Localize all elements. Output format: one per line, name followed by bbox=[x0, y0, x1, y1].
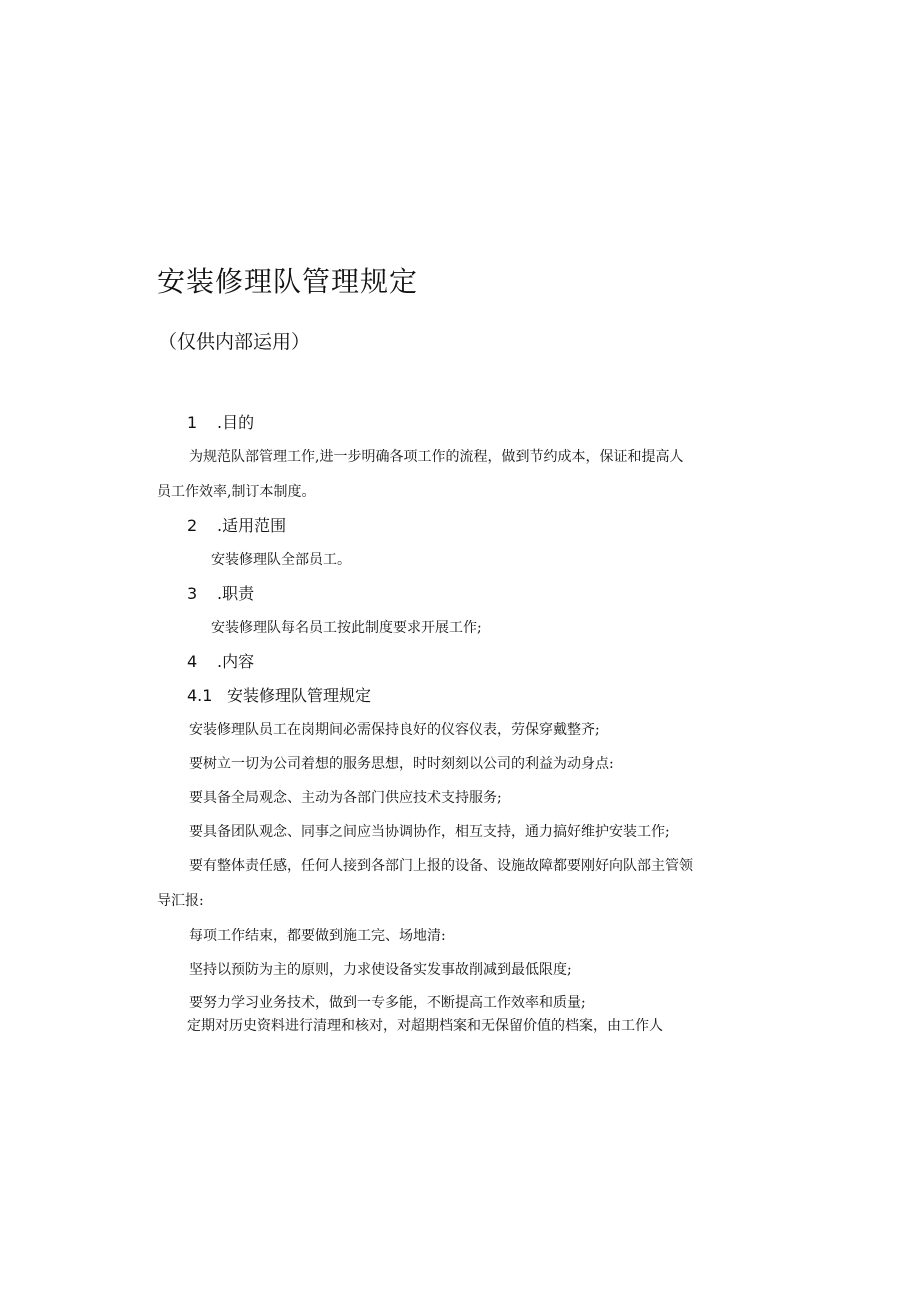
section-2-line-1: 安装修理队全部员工。 bbox=[211, 552, 351, 568]
section-number: 3 bbox=[187, 584, 198, 603]
rule-line-4: 要具备团队观念、同事之间应当协调协作，相互支持，通力搞好维护安装工作; bbox=[189, 824, 670, 840]
section-1-line-1: 为规范队部管理工作,进一步明确各项工作的流程，做到节约成本，保证和提高人 bbox=[189, 449, 684, 465]
section-heading-1 bbox=[187, 411, 254, 435]
section-title: .内容 bbox=[217, 652, 255, 671]
section-number: 1 bbox=[187, 413, 198, 432]
section-number: 2 bbox=[187, 516, 198, 535]
document-title: 安装修理队管理规定 bbox=[157, 265, 419, 298]
rule-line-9: 要努力学习业务技术，做到一专多能，不断提高工作效率和质量; bbox=[189, 995, 586, 1011]
rule-line-7: 每项工作结束，都要做到施工完、场地清: bbox=[189, 928, 446, 944]
rule-line-8: 坚持以预防为主的原则，力求使设备实发事故削减到最低限度; bbox=[189, 962, 572, 978]
section-heading-3 bbox=[187, 582, 254, 606]
section-title: .适用范围 bbox=[217, 516, 287, 535]
subsection-title: 安装修理队管理规定 bbox=[227, 686, 372, 705]
rule-line-3: 要具备全局观念、主动为各部门供应技术支持服务; bbox=[189, 790, 502, 806]
section-heading-2 bbox=[187, 514, 286, 538]
subsection-heading-4-1 bbox=[187, 684, 371, 708]
rule-line-10: 定期对历史资料进行清理和核对，对超期档案和无保留价值的档案，由工作人 bbox=[187, 1018, 663, 1034]
section-heading-4 bbox=[187, 650, 254, 674]
section-1-line-2: 员工作效率,制订本制度。 bbox=[157, 484, 316, 500]
subsection-number: 4.1 bbox=[187, 686, 213, 705]
rule-line-5: 要有整体责任感，任何人接到各部门上报的设备、设施故障都要刚好向队部主管领 bbox=[189, 858, 693, 874]
section-title: .目的 bbox=[217, 413, 255, 432]
rule-line-2: 要树立一切为公司着想的服务思想，时时刻刻以公司的利益为动身点: bbox=[189, 756, 614, 772]
section-number: 4 bbox=[187, 652, 198, 671]
document-subtitle: （仅供内部运用） bbox=[158, 331, 311, 353]
section-title: .职责 bbox=[217, 584, 255, 603]
rule-line-1: 安装修理队员工在岗期间必需保持良好的仪容仪表，劳保穿戴整齐; bbox=[189, 722, 600, 738]
rule-line-6: 导汇报: bbox=[157, 893, 204, 909]
section-3-line-1: 安装修理队每名员工按此制度要求开展工作; bbox=[211, 620, 482, 636]
